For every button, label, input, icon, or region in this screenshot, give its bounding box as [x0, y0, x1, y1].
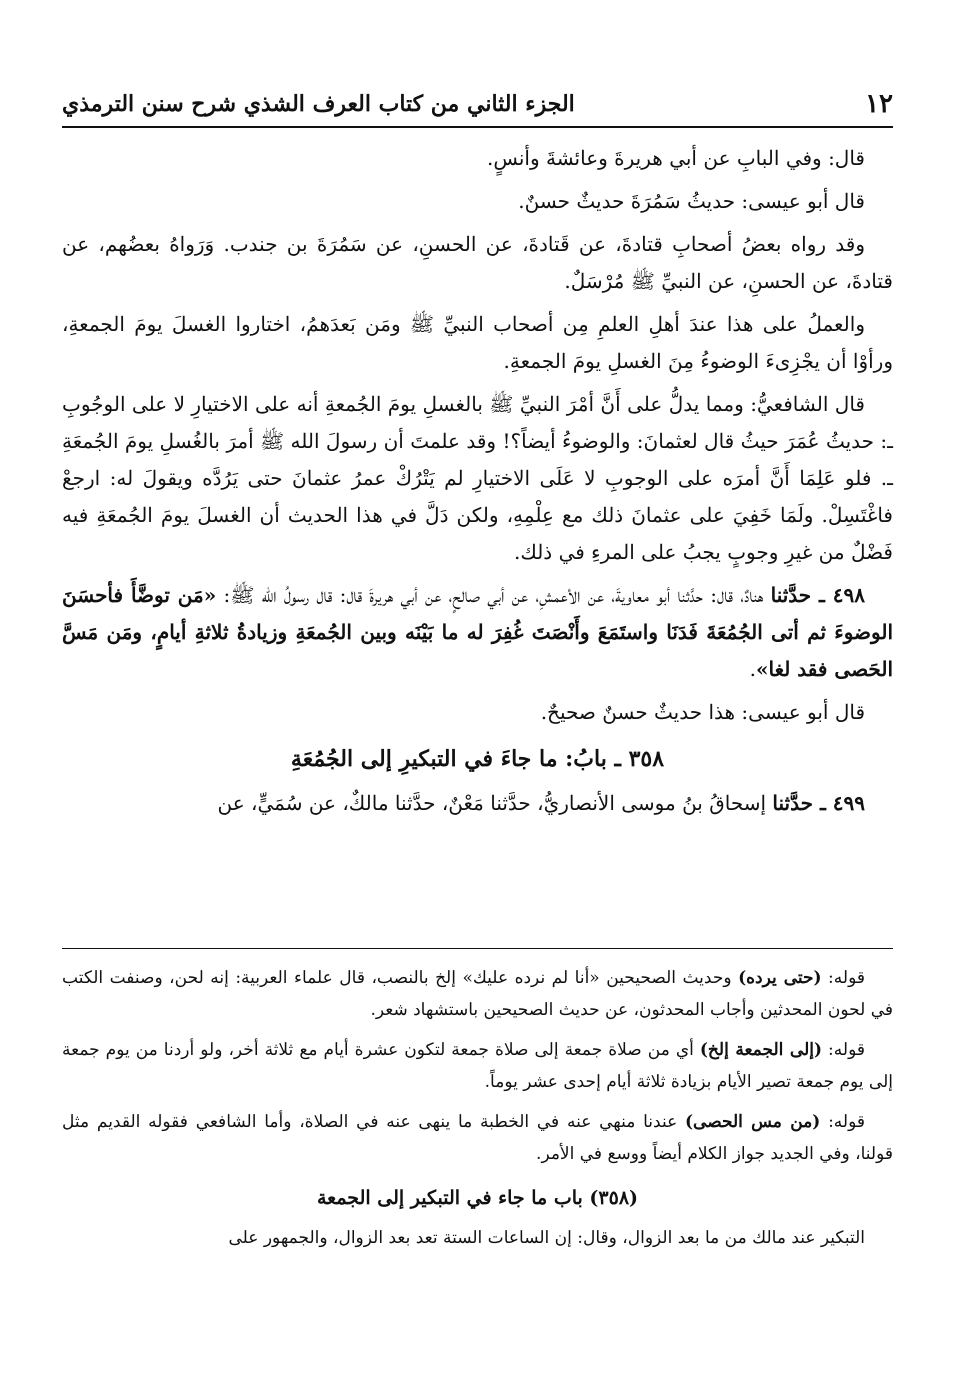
note-keyword: (حتى يرده)	[738, 968, 822, 988]
commentary-note: التبكير عند مالك من ما بعد الزوال، وقال: إن الساعات الستة تعد بعد الزوال، والجمهور على	[228, 1228, 865, 1248]
commentary	[62, 962, 893, 1262]
hadith-498	[62, 577, 893, 688]
commentary-note	[62, 962, 893, 1026]
page-header	[62, 82, 893, 128]
note-keyword: (إلى الجمعة إلخ)	[699, 1040, 823, 1060]
hadith-number: ٤٩٩ ـ حدَّثنا	[772, 791, 865, 815]
note-prefix: قوله:	[820, 1112, 865, 1132]
hadith-number: ٤٩٨ ـ حدَّثنا	[770, 583, 865, 607]
paragraph: قال أبو عيسى: هذا حديثٌ حسنٌ صحيحٌ.	[540, 700, 865, 724]
paragraph: قال أبو عيسى: حديثُ سَمُرَةَ حديثٌ حسنٌ.	[518, 189, 865, 213]
hadith-end: .	[749, 657, 756, 681]
chapter-heading: ٣٥٨ ـ بابُ: ما جاءَ في التبكيرِ إلى الجُمُعَةِ	[290, 746, 665, 772]
commentary-note	[62, 1106, 893, 1170]
main-text	[62, 140, 893, 828]
note-text: وحديث الصحيحين «أنا لم نرده عليك» إلخ بالنصب، قال علماء العربية: إنه لحن، وصنفت الكتب في لحون المحدثين وأجاب المحدثون، عن حديث الصحيحين باستشهاد شعر.	[62, 968, 893, 1020]
paragraph: والعملُ على هذا عندَ أهلِ العلمِ مِن أصحاب النبيِّ ﷺ ومَن بَعدَهمُ، اختاروا الغسلَ يومَ الجمعةِ، ورأوْا أن يجْزِىءَ الوضوءُ مِنَ الغسلِ يومَ الجمعةِ.	[62, 312, 893, 373]
hadith-chain: هنادٌ، قال: حدَّثنا أبو معاويةَ، عن الأعمشِ، عن أبي صالحٍ، عن أبي هريرةَ قال: قال رسولُ الله ﷺ:	[216, 583, 771, 607]
note-prefix: قوله:	[821, 968, 865, 988]
paragraph: قال: وفي البابِ عن أبي هريرةَ وعائشةَ وأنسٍ.	[487, 146, 865, 170]
commentary-note	[62, 1034, 893, 1098]
note-text: عندنا منهي عنه في الخطبة ما ينهى عنه في الصلاة، وأما الشافعي فقوله القديم مثل قولنا، وفي الجديد جواز الكلام أيضاً ووسع في الأمر.	[62, 1112, 893, 1164]
note-prefix: قوله:	[822, 1040, 865, 1060]
paragraph: وقد رواه بعضُ أصحابِ قتادةَ، عن قَتادةَ، عن الحسنِ، عن سَمُرَةَ بن جندب. وَرَواهُ بعضُهم، عن قتادةَ، عن الحسنِ، عن النبيِّ ﷺ مُرْسَلٌ.	[62, 232, 893, 293]
commentary-chapter-heading: (٣٥٨) باب ما جاء في التبكير إلى الجمعة	[316, 1187, 639, 1209]
note-keyword: (من مس الحصى)	[685, 1112, 821, 1132]
hadith-499	[62, 785, 893, 822]
footnote-separator	[62, 948, 893, 949]
hadith-text: «مَن توضَّأَ فأحسَنَ الوضوءَ ثم أتى الجُمُعَةَ فَدَنَا واستَمَعَ وأَنْصَتَ غُفِرَ له ما بَيْنَه وبين الجُمعَةِ وزيادةُ ثلاثةِ أيامٍ، ومَن مَسَّ الحَصى فقد لغا»	[62, 583, 894, 681]
paragraph: قال الشافعيُّ: ومما يدلُّ على أَنَّ أمْرَ النبيِّ ﷺ بالغسلِ يومَ الجُمعةِ أنه على الاختيارِ لا على الوجُوبِ ـ: حديثُ عُمَرَ حيثُ قال لعثمانَ: والوضوءُ أيضاً؟! وقد علمتَ أن رسولَ الله ﷺ أمرَ بالغُسلِ يومَ الجُمعَةِ ـ. فلو عَلِمَا أَنَّ أمرَه على الوجوبِ لا عَلَى الاختيارِ لم يَتْرُكْ عمرُ عثمانَ حتى يَرُدَّه ويقولَ له: ارجعْ فاغْتَسِلْ. ولَمَا خَفِيَ على عثمانَ ذلك مع عِلْمِهِ، ولكن دَلَّ في هذا الحديث أن الغسلَ يومَ الجُمعَةِ فيه فَضْلٌ من غيرِ وجوبٍ يجبُ على المرءِ في ذلك.	[62, 392, 893, 564]
note-text: أي من صلاة جمعة إلى صلاة جمعة لتكون عشرة أيام مع ثلاثة أخر، ولو أردنا من يوم جمعة إلى يوم جمعة تصير الأيام بزيادة ثلاثة أيام إحدى عشر يوماً.	[62, 1040, 893, 1092]
hadith-chain: إسحاقُ بنُ موسى الأنصاريُّ، حدَّثنا مَعْنٌ، حدَّثنا مالكٌ، عن سُمَيٍّ، عن	[217, 791, 773, 815]
page-number: ١٢	[865, 89, 893, 119]
running-title: الجزء الثاني من كتاب العرف الشذي شرح سنن الترمذي	[62, 91, 575, 117]
